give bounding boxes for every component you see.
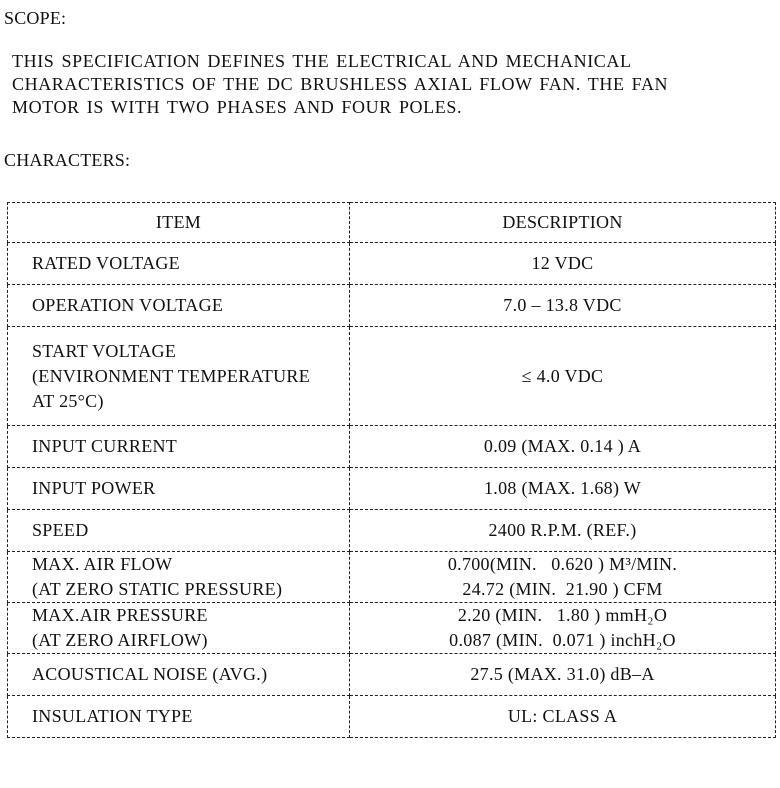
description-line: 2400 R.P.M. (REF.) <box>488 520 637 540</box>
scope-heading: SCOPE: <box>4 8 67 28</box>
item-cell <box>8 696 350 738</box>
scope-line: CHARACTERISTICS OF THE DC BRUSHLESS AXIAL FLOW FAN. THE FAN <box>12 74 669 94</box>
description-column-header: DESCRIPTION <box>350 203 776 243</box>
item-line: START VOLTAGE <box>32 340 177 361</box>
table-body <box>8 243 776 738</box>
description-cell <box>350 243 776 285</box>
item-line: SPEED <box>32 520 89 540</box>
table-row <box>8 468 776 510</box>
item-cell <box>8 552 350 603</box>
table-row <box>8 327 776 426</box>
table-row <box>8 510 776 552</box>
description-cell <box>350 603 776 654</box>
description-line: 0.087 (MIN. 0.071 ) inchH₂O <box>449 630 676 650</box>
description-cell <box>350 654 776 696</box>
scope-line: MOTOR IS WITH TWO PHASES AND FOUR POLES. <box>12 97 463 117</box>
description-cell <box>350 696 776 738</box>
table-row <box>8 243 776 285</box>
description-cell <box>350 510 776 552</box>
item-line: MAX. AIR FLOW <box>32 554 173 574</box>
item-line: OPERATION VOLTAGE <box>32 295 224 315</box>
item-cell <box>8 603 350 654</box>
item-line: ACOUSTICAL NOISE (AVG.) <box>32 664 268 684</box>
description-cell <box>350 426 776 468</box>
description-line: 12 VDC <box>531 253 594 273</box>
item-cell <box>8 285 350 327</box>
scope-line: THIS SPECIFICATION DEFINES THE ELECTRICAL AND MECHANICAL <box>12 51 632 71</box>
item-line: INSULATION TYPE <box>32 706 193 726</box>
description-line: 0.700(MIN. 0.620 ) M³/MIN. <box>447 554 678 574</box>
item-column-header: ITEM <box>8 203 350 243</box>
item-cell <box>8 468 350 510</box>
table-row <box>8 285 776 327</box>
description-cell <box>350 285 776 327</box>
description-line: 2.20 (MIN. 1.80 ) mmH₂O <box>457 605 668 625</box>
item-line: INPUT POWER <box>32 478 156 498</box>
characteristics-table <box>7 202 776 738</box>
characters-heading: CHARACTERS: <box>4 150 131 170</box>
description-line: 24.72 (MIN. 21.90 ) CFM <box>462 579 663 599</box>
description-cell <box>350 552 776 603</box>
description-cell <box>350 468 776 510</box>
table-header-row <box>8 203 776 243</box>
item-cell <box>8 510 350 552</box>
item-line: INPUT CURRENT <box>32 436 178 456</box>
table-row <box>8 654 776 696</box>
item-line: MAX.AIR PRESSURE <box>32 605 208 625</box>
description-line: 27.5 (MAX. 31.0) dB–A <box>470 664 655 684</box>
item-cell <box>8 426 350 468</box>
description-line: UL: CLASS A <box>507 706 618 726</box>
description-line: 1.08 (MAX. 1.68) W <box>483 478 642 498</box>
description-line: ≤ 4.0 VDC <box>521 365 604 386</box>
scope-paragraph <box>12 50 752 119</box>
description-cell <box>350 327 776 426</box>
item-line: (AT ZERO AIRFLOW) <box>32 630 208 650</box>
item-line: (ENVIRONMENT TEMPERATURE <box>32 365 311 386</box>
item-cell <box>8 654 350 696</box>
table-row <box>8 603 776 654</box>
item-line: (AT ZERO STATIC PRESSURE) <box>32 579 283 599</box>
description-line: 0.09 (MAX. 0.14 ) A <box>483 436 642 456</box>
item-line: AT 25°C) <box>32 390 104 411</box>
table-row <box>8 426 776 468</box>
item-cell <box>8 327 350 426</box>
table-row <box>8 696 776 738</box>
item-cell <box>8 243 350 285</box>
item-line: RATED VOLTAGE <box>32 253 180 273</box>
table-row <box>8 552 776 603</box>
description-line: 7.0 – 13.8 VDC <box>503 295 622 315</box>
